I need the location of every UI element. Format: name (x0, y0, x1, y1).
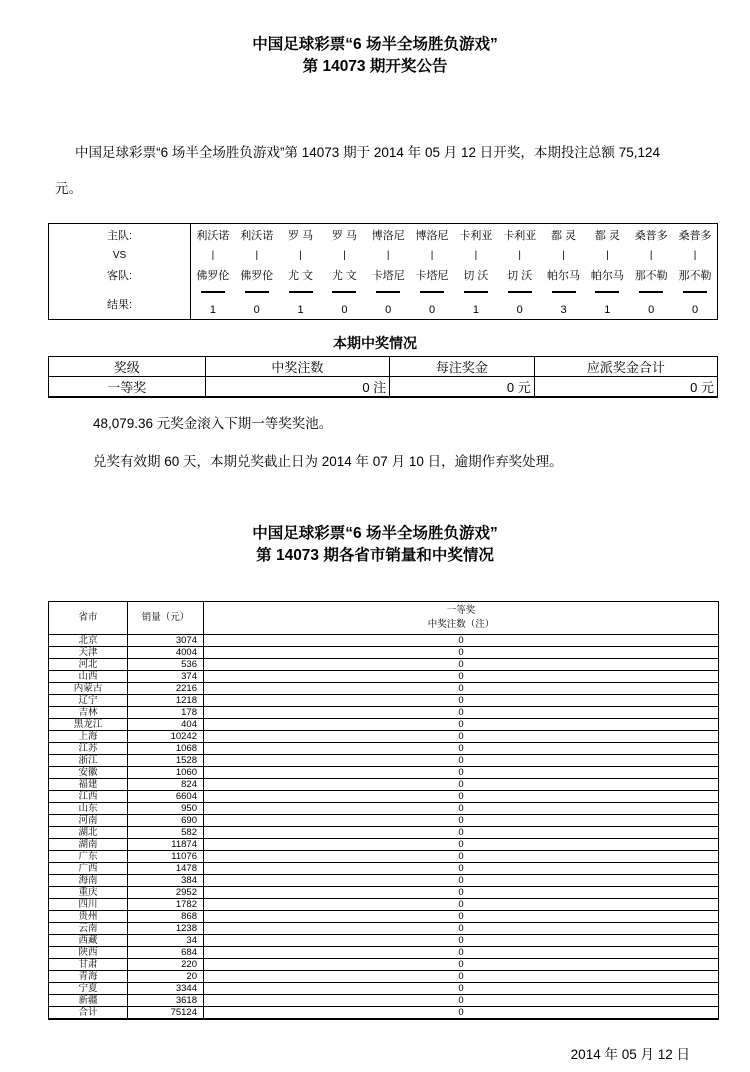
table-row (49, 983, 719, 995)
match-result: 0 (648, 304, 655, 316)
first-prize-count: 0 (204, 983, 719, 995)
match-column (279, 224, 323, 319)
province-name: 贵州 (49, 911, 128, 923)
first-prize-count: 0 (204, 863, 719, 875)
province-name: 云南 (49, 923, 128, 935)
winning-bets-value: 0 注 (205, 377, 390, 398)
home-row-label: 主队: (106, 230, 133, 242)
home-team: 桑普多 (678, 230, 712, 242)
match-column (366, 224, 410, 319)
province-name: 甘肃 (49, 959, 128, 971)
sales-value: 4004 (128, 647, 204, 659)
sales-value: 684 (128, 947, 204, 959)
province-section-title-line1: 中国足球彩票“6 场半全场胜负游戏” (252, 525, 498, 542)
first-prize-header-subtitle: 中奖注数（注） (427, 619, 495, 630)
table-row (49, 887, 719, 899)
province-name: 陕西 (49, 947, 128, 959)
prize-level-header: 奖级 (49, 357, 206, 377)
table-row (49, 875, 719, 887)
match-table-label-column (49, 224, 191, 319)
match-result: 1 (472, 304, 479, 316)
first-prize-count: 0 (204, 875, 719, 887)
dash-line (552, 291, 576, 293)
match-result: 0 (341, 304, 348, 316)
winning-bets-header: 中奖注数 (205, 357, 390, 377)
vs-separator: | (649, 250, 653, 261)
table-row (49, 923, 719, 935)
sales-value: 1478 (128, 863, 204, 875)
dash-line (420, 291, 444, 293)
first-prize-count: 0 (204, 803, 719, 815)
sales-value: 868 (128, 911, 204, 923)
first-prize-count: 0 (204, 731, 719, 743)
first-prize-count: 0 (204, 839, 719, 851)
first-prize-header-title: 一等奖 (446, 605, 476, 616)
away-team: 卡塔尼 (371, 270, 405, 282)
result-dash-icon (366, 291, 410, 303)
result-dash-icon (454, 291, 498, 303)
table-row (49, 635, 719, 647)
home-team: 博洛尼 (371, 230, 405, 242)
table-row (49, 935, 719, 947)
table-row (49, 803, 719, 815)
table-row (49, 911, 719, 923)
prize-table (48, 356, 718, 398)
total-payout-header: 应派奖金合计 (534, 357, 717, 377)
table-row (49, 683, 719, 695)
sales-value: 75124 (128, 1007, 204, 1020)
first-prize-count: 0 (204, 659, 719, 671)
away-team: 佛罗伦 (240, 270, 274, 282)
table-row (49, 863, 719, 875)
sales-value: 10242 (128, 731, 204, 743)
sales-value: 374 (128, 671, 204, 683)
table-row (49, 671, 719, 683)
province-name: 浙江 (49, 755, 128, 767)
table-row (49, 767, 719, 779)
home-team: 利沃诺 (196, 230, 230, 242)
sales-value: 582 (128, 827, 204, 839)
province-section-title-line2: 第 14073 期各省市销量和中奖情况 (256, 547, 494, 564)
first-prize-count: 0 (204, 743, 719, 755)
match-results-table (48, 223, 718, 320)
match-result: 1 (209, 304, 216, 316)
province-table-body (49, 635, 719, 1020)
vs-separator: | (606, 250, 609, 261)
dash-row-spacer (49, 286, 190, 298)
away-team: 帕尔马 (547, 270, 581, 282)
dash-line (245, 291, 269, 293)
province-name: 西藏 (49, 935, 128, 947)
match-column (191, 224, 235, 319)
home-team: 罗 马 (288, 230, 314, 242)
table-row (49, 695, 719, 707)
dash-line (201, 291, 225, 293)
away-team: 尤 文 (288, 270, 314, 282)
first-prize-count: 0 (204, 707, 719, 719)
sales-value: 384 (128, 875, 204, 887)
first-prize-count: 0 (204, 887, 719, 899)
sales-value: 950 (128, 803, 204, 815)
vs-separator: | (518, 250, 522, 261)
first-prize-count: 0 (204, 899, 719, 911)
footer-date: 2014 年 05 月 12 日 (570, 1047, 690, 1062)
match-result: 3 (560, 304, 567, 316)
sales-value: 34 (128, 935, 204, 947)
sales-value: 3618 (128, 995, 204, 1007)
table-row (49, 995, 719, 1007)
prize-per-bet-header: 每注奖金 (390, 357, 535, 377)
dash-line (639, 291, 663, 293)
province-name: 河南 (49, 815, 128, 827)
table-row (49, 839, 719, 851)
province-name: 湖南 (49, 839, 128, 851)
province-name: 江西 (49, 791, 128, 803)
province-name: 青海 (49, 971, 128, 983)
province-name: 重庆 (49, 887, 128, 899)
result-dash-icon (410, 291, 454, 303)
table-row (49, 743, 719, 755)
home-team: 博洛尼 (415, 230, 449, 242)
away-row-label: 客队: (106, 270, 133, 282)
dash-line (683, 291, 707, 293)
first-prize-count: 0 (204, 791, 719, 803)
sales-value: 2952 (128, 887, 204, 899)
dash-line (464, 291, 488, 293)
province-name: 河北 (49, 659, 128, 671)
first-prize-count: 0 (204, 815, 719, 827)
table-row (49, 755, 719, 767)
result-row-label: 结果: (106, 299, 133, 311)
first-prize-count: 0 (204, 719, 719, 731)
province-name: 吉林 (49, 707, 128, 719)
vs-row-label: VS (112, 250, 127, 261)
province-header: 省市 (49, 602, 128, 635)
result-dash-icon (673, 291, 717, 303)
dash-line (595, 291, 619, 293)
table-row (49, 1007, 719, 1020)
vs-separator: | (299, 250, 302, 261)
province-name: 广西 (49, 863, 128, 875)
province-name: 安徽 (49, 767, 128, 779)
first-prize-count: 0 (204, 911, 719, 923)
prize-level-value: 一等奖 (49, 377, 206, 398)
match-column (235, 224, 279, 319)
sales-value: 3074 (128, 635, 204, 647)
table-row (49, 827, 719, 839)
sales-value: 178 (128, 707, 204, 719)
sales-value: 3344 (128, 983, 204, 995)
vs-separator: | (386, 250, 390, 261)
province-name: 宁夏 (49, 983, 128, 995)
sales-value: 536 (128, 659, 204, 671)
intro-paragraph: 中国足球彩票“6 场半全场胜负游戏”第 14073 期于 2014 年 05 月 12 日开奖，本期投注总额 75,124 元。 (55, 145, 660, 196)
province-sales-table (48, 601, 719, 1020)
result-dash-icon (498, 291, 542, 303)
page-title-line1: 中国足球彩票“6 场半全场胜负游戏” (252, 36, 498, 53)
sales-value: 1218 (128, 695, 204, 707)
away-team: 那不勒 (678, 270, 712, 282)
away-team: 卡塔尼 (415, 270, 449, 282)
vs-separator: | (693, 250, 697, 261)
away-team: 切 沃 (463, 270, 489, 282)
dash-line (376, 291, 400, 293)
table-row (49, 851, 719, 863)
first-prize-count: 0 (204, 647, 719, 659)
sales-value: 1528 (128, 755, 204, 767)
sales-value: 1782 (128, 899, 204, 911)
match-column (585, 224, 629, 319)
province-table-header-row (49, 602, 719, 635)
first-prize-header (204, 602, 719, 635)
table-row (49, 659, 719, 671)
table-row (49, 947, 719, 959)
match-result: 0 (385, 304, 392, 316)
first-prize-count: 0 (204, 1007, 719, 1020)
province-name: 上海 (49, 731, 128, 743)
sales-header: 销量（元） (128, 602, 204, 635)
match-result: 1 (604, 304, 611, 316)
prize-table-data-row (49, 377, 718, 398)
match-column (410, 224, 454, 319)
province-name: 辽宁 (49, 695, 128, 707)
vs-separator: | (430, 250, 434, 261)
table-row (49, 647, 719, 659)
province-name: 内蒙古 (49, 683, 128, 695)
province-name: 新疆 (49, 995, 128, 1007)
page-title-line2: 第 14073 期开奖公告 (302, 58, 448, 75)
away-team: 那不勒 (634, 270, 668, 282)
prize-section-title: 本期中奖情况 (333, 335, 417, 351)
match-columns (191, 224, 717, 319)
first-prize-count: 0 (204, 995, 719, 1007)
first-prize-count: 0 (204, 947, 719, 959)
province-name: 北京 (49, 635, 128, 647)
province-name: 海南 (49, 875, 128, 887)
table-row (49, 791, 719, 803)
match-column (542, 224, 586, 319)
sales-value: 1060 (128, 767, 204, 779)
home-team: 卡利亚 (459, 230, 493, 242)
rollover-note: 48,079.36 元奖金滚入下期一等奖奖池。 (93, 416, 333, 431)
match-column (673, 224, 717, 319)
redemption-note: 兑奖有效期 60 天，本期兑奖截止日为 2014 年 07 月 10 日，逾期作弃奖处理。 (93, 454, 563, 469)
province-name: 福建 (49, 779, 128, 791)
dash-line (332, 291, 356, 293)
prize-table-header-row (49, 357, 718, 377)
away-team: 佛罗伦 (196, 270, 230, 282)
vs-separator: | (211, 250, 215, 261)
table-row (49, 815, 719, 827)
home-team: 都 灵 (594, 230, 620, 242)
vs-separator: | (255, 250, 259, 261)
sales-value: 20 (128, 971, 204, 983)
home-team: 罗 马 (331, 230, 357, 242)
table-row (49, 899, 719, 911)
province-name: 山东 (49, 803, 128, 815)
first-prize-count: 0 (204, 695, 719, 707)
page-title (0, 0, 750, 78)
match-column (322, 224, 366, 319)
sales-value: 6604 (128, 791, 204, 803)
province-name: 广东 (49, 851, 128, 863)
province-name: 山西 (49, 671, 128, 683)
province-name: 合计 (49, 1007, 128, 1020)
sales-value: 1068 (128, 743, 204, 755)
match-column (454, 224, 498, 319)
sales-value: 404 (128, 719, 204, 731)
table-row (49, 707, 719, 719)
match-column (629, 224, 673, 319)
vs-separator: | (562, 250, 565, 261)
match-result: 0 (253, 304, 260, 316)
home-team: 桑普多 (634, 230, 668, 242)
first-prize-count: 0 (204, 683, 719, 695)
table-row (49, 959, 719, 971)
province-name: 黑龙江 (49, 719, 128, 731)
first-prize-count: 0 (204, 779, 719, 791)
away-team: 帕尔马 (590, 270, 624, 282)
match-result: 0 (428, 304, 436, 316)
result-dash-icon (542, 291, 586, 303)
match-result: 0 (691, 304, 699, 316)
first-prize-count: 0 (204, 767, 719, 779)
first-prize-count: 0 (204, 959, 719, 971)
first-prize-count: 0 (204, 851, 719, 863)
home-team: 卡利亚 (503, 230, 537, 242)
dash-line (508, 291, 532, 293)
first-prize-count: 0 (204, 671, 719, 683)
away-team: 切 沃 (507, 270, 533, 282)
sales-value: 690 (128, 815, 204, 827)
first-prize-count: 0 (204, 827, 719, 839)
province-name: 江苏 (49, 743, 128, 755)
result-dash-icon (279, 291, 323, 303)
first-prize-count: 0 (204, 935, 719, 947)
province-section-title (0, 523, 750, 567)
table-row (49, 731, 719, 743)
dash-line (289, 291, 313, 293)
first-prize-count: 0 (204, 755, 719, 767)
province-name: 天津 (49, 647, 128, 659)
province-name: 湖北 (49, 827, 128, 839)
vs-separator: | (343, 250, 346, 261)
result-dash-icon (322, 291, 366, 303)
sales-value: 824 (128, 779, 204, 791)
prize-per-bet-value: 0 元 (390, 377, 535, 398)
home-team: 利沃诺 (240, 230, 274, 242)
match-result: 0 (516, 304, 523, 316)
sales-value: 1238 (128, 923, 204, 935)
result-dash-icon (629, 291, 673, 303)
sales-value: 220 (128, 959, 204, 971)
table-row (49, 971, 719, 983)
vs-separator: | (474, 250, 478, 261)
result-dash-icon (585, 291, 629, 303)
result-dash-icon (191, 291, 235, 303)
first-prize-count: 0 (204, 635, 719, 647)
table-row (49, 779, 719, 791)
match-column (498, 224, 542, 319)
sales-value: 2216 (128, 683, 204, 695)
home-team: 都 灵 (551, 230, 577, 242)
first-prize-count: 0 (204, 971, 719, 983)
first-prize-count: 0 (204, 923, 719, 935)
total-payout-value: 0 元 (534, 377, 717, 398)
match-result: 1 (297, 304, 304, 316)
province-name: 四川 (49, 899, 128, 911)
result-dash-icon (235, 291, 279, 303)
sales-value: 11076 (128, 851, 204, 863)
table-row (49, 719, 719, 731)
away-team: 尤 文 (331, 270, 357, 282)
sales-value: 11874 (128, 839, 204, 851)
